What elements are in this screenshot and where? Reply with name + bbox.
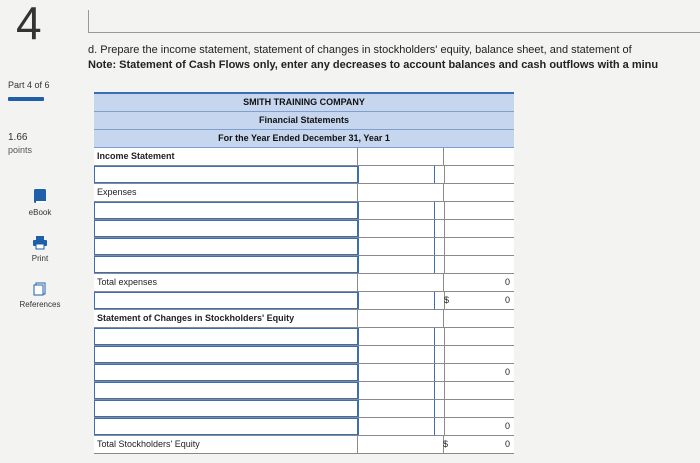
ebook-label: eBook [28, 208, 52, 217]
account-input[interactable] [94, 292, 358, 309]
currency-symbol: $ [443, 439, 449, 449]
table-row [94, 418, 514, 436]
account-input[interactable] [94, 346, 358, 363]
statement-period: For the Year Ended December 31, Year 1 [94, 130, 514, 148]
currency-symbol: $ [444, 295, 450, 305]
expenses-row [94, 184, 514, 202]
printer-icon [32, 236, 48, 250]
references-icon [33, 282, 47, 296]
amount-input[interactable] [358, 346, 445, 363]
part-progress-bar [8, 97, 44, 101]
table-row [94, 400, 514, 418]
amount-input[interactable] [358, 256, 445, 273]
total-expenses-value: 0 [504, 277, 510, 287]
table-row [94, 166, 514, 184]
expenses-label: Expenses [94, 184, 358, 201]
question-number: 4 [16, 0, 42, 49]
points-value: 1.66 [8, 132, 28, 143]
income-statement-label: Income Statement [94, 148, 358, 165]
total-expenses-row [94, 274, 514, 292]
points-label: points [8, 145, 33, 155]
account-input[interactable] [94, 328, 358, 345]
question-header-line [88, 10, 700, 33]
total-se-value: 0 [504, 439, 510, 449]
account-input[interactable] [94, 166, 358, 183]
references-label: References [19, 300, 61, 309]
references-button[interactable] [0, 282, 80, 309]
table-row [94, 382, 514, 400]
ebook-button[interactable] [0, 188, 80, 217]
table-row [94, 238, 514, 256]
amount-input[interactable] [358, 238, 445, 255]
amount-input[interactable] [358, 328, 445, 345]
changes-heading-row [94, 310, 514, 328]
total-input[interactable] [434, 166, 514, 183]
table-row [94, 202, 514, 220]
account-input[interactable] [94, 400, 358, 417]
account-input[interactable] [94, 256, 358, 273]
instruction-text: d. Prepare the income statement, statement of changes in stockholders' equity, balance sheet, and statement of [88, 44, 632, 56]
amount-input[interactable] [358, 400, 445, 417]
table-row [94, 220, 514, 238]
table-row [94, 346, 514, 364]
total-se-label: Total Stockholders' Equity [94, 436, 358, 453]
table-row [94, 328, 514, 346]
table-row [94, 256, 514, 274]
income-statement-heading-row [94, 148, 514, 166]
table-row [94, 364, 514, 382]
account-input[interactable] [94, 220, 358, 237]
subtotal-value: 0 [434, 364, 514, 381]
amount-input[interactable] [358, 202, 445, 219]
amount-input[interactable] [358, 382, 445, 399]
account-input[interactable] [94, 418, 358, 435]
part-indicator: Part 4 of 6 [8, 80, 50, 90]
account-input[interactable] [94, 238, 358, 255]
net-income-value: 0 [434, 292, 514, 309]
account-input[interactable] [94, 382, 358, 399]
financial-statements-worksheet [94, 92, 514, 463]
total-expenses-label: Total expenses [94, 274, 358, 291]
net-income-row [94, 292, 514, 310]
subtotal-value-2: 0 [434, 418, 514, 435]
book-icon [33, 188, 47, 204]
amount-input[interactable] [358, 220, 445, 237]
account-input[interactable] [94, 364, 358, 381]
account-input[interactable] [94, 202, 358, 219]
statement-title: Financial Statements [94, 112, 514, 130]
instructions [88, 43, 700, 73]
amount-input[interactable] [358, 166, 445, 183]
instruction-note: Note: Statement of Cash Flows only, enter any decreases to account balances and cash outflows with a minu [88, 59, 659, 71]
changes-label: Statement of Changes in Stockholders' Equity [94, 310, 358, 327]
print-button[interactable] [0, 236, 80, 263]
print-label: Print [31, 254, 49, 263]
total-stockholders-equity-row [94, 436, 514, 454]
company-name: SMITH TRAINING COMPANY [94, 92, 514, 112]
